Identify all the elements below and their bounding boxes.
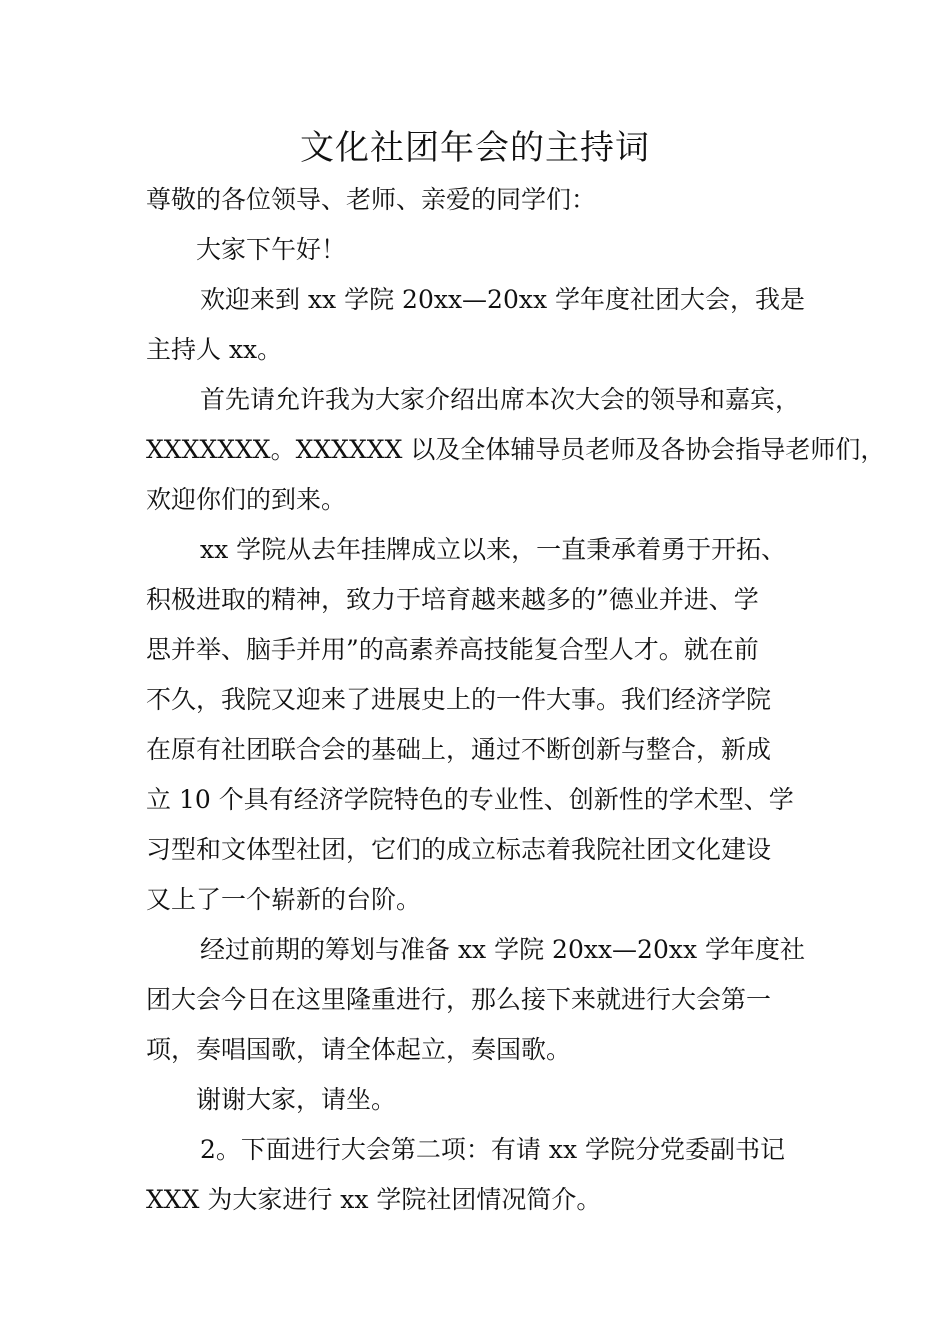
paragraph-line: 欢迎来到 xx 学院 20xx—20xx 学年度社团大会，我是 bbox=[200, 285, 806, 314]
paragraph-line: 主持人 xx。 bbox=[146, 335, 283, 364]
paragraph-line: XXXXXXX。XXXXXX 以及全体辅导员老师及各协会指导老师们， bbox=[146, 435, 886, 464]
paragraph-line: 欢迎你们的到来。 bbox=[146, 485, 347, 514]
salutation-line: 尊敬的各位领导、老师、亲爱的同学们： bbox=[146, 185, 597, 214]
paragraph-line: 立 10 个具有经济学院特色的专业性、创新性的学术型、学 bbox=[146, 785, 794, 814]
paragraph-line: 2。下面进行大会第二项：有请 xx 学院分党委副书记 bbox=[200, 1135, 785, 1164]
paragraph-line: 团大会今日在这里隆重进行，那么接下来就进行大会第一 bbox=[146, 985, 772, 1014]
paragraph-line: 首先请允许我为大家介绍出席本次大会的领导和嘉宾， bbox=[200, 385, 801, 414]
paragraph-line: 经过前期的筹划与准备 xx 学院 20xx—20xx 学年度社 bbox=[200, 935, 806, 964]
paragraph-line: 习型和文体型社团，它们的成立标志着我院社团文化建设 bbox=[146, 835, 772, 864]
greeting-line: 大家下午好！ bbox=[196, 235, 347, 264]
paragraph-line: XXX 为大家进行 xx 学院社团情况简介。 bbox=[146, 1185, 602, 1214]
paragraph-line: 积极进取的精神，致力于培育越来越多的”德业并进、学 bbox=[146, 585, 759, 614]
paragraph-line: xx 学院从去年挂牌成立以来，一直秉承着勇于开拓、 bbox=[200, 535, 787, 564]
paragraph-line: 谢谢大家，请坐。 bbox=[196, 1085, 397, 1114]
paragraph-line: 不久，我院又迎来了进展史上的一件大事。我们经济学院 bbox=[146, 685, 772, 714]
paragraph-line: 项，奏唱国歌，请全体起立，奏国歌。 bbox=[146, 1035, 572, 1064]
paragraph-line: 思并举、脑手并用”的高素养高技能复合型人才。就在前 bbox=[146, 635, 759, 664]
paragraph-line: 在原有社团联合会的基础上，通过不断创新与整合，新成 bbox=[146, 735, 772, 764]
document-title: 文化社团年会的主持词 bbox=[300, 128, 650, 168]
paragraph-line: 又上了一个崭新的台阶。 bbox=[146, 885, 422, 914]
